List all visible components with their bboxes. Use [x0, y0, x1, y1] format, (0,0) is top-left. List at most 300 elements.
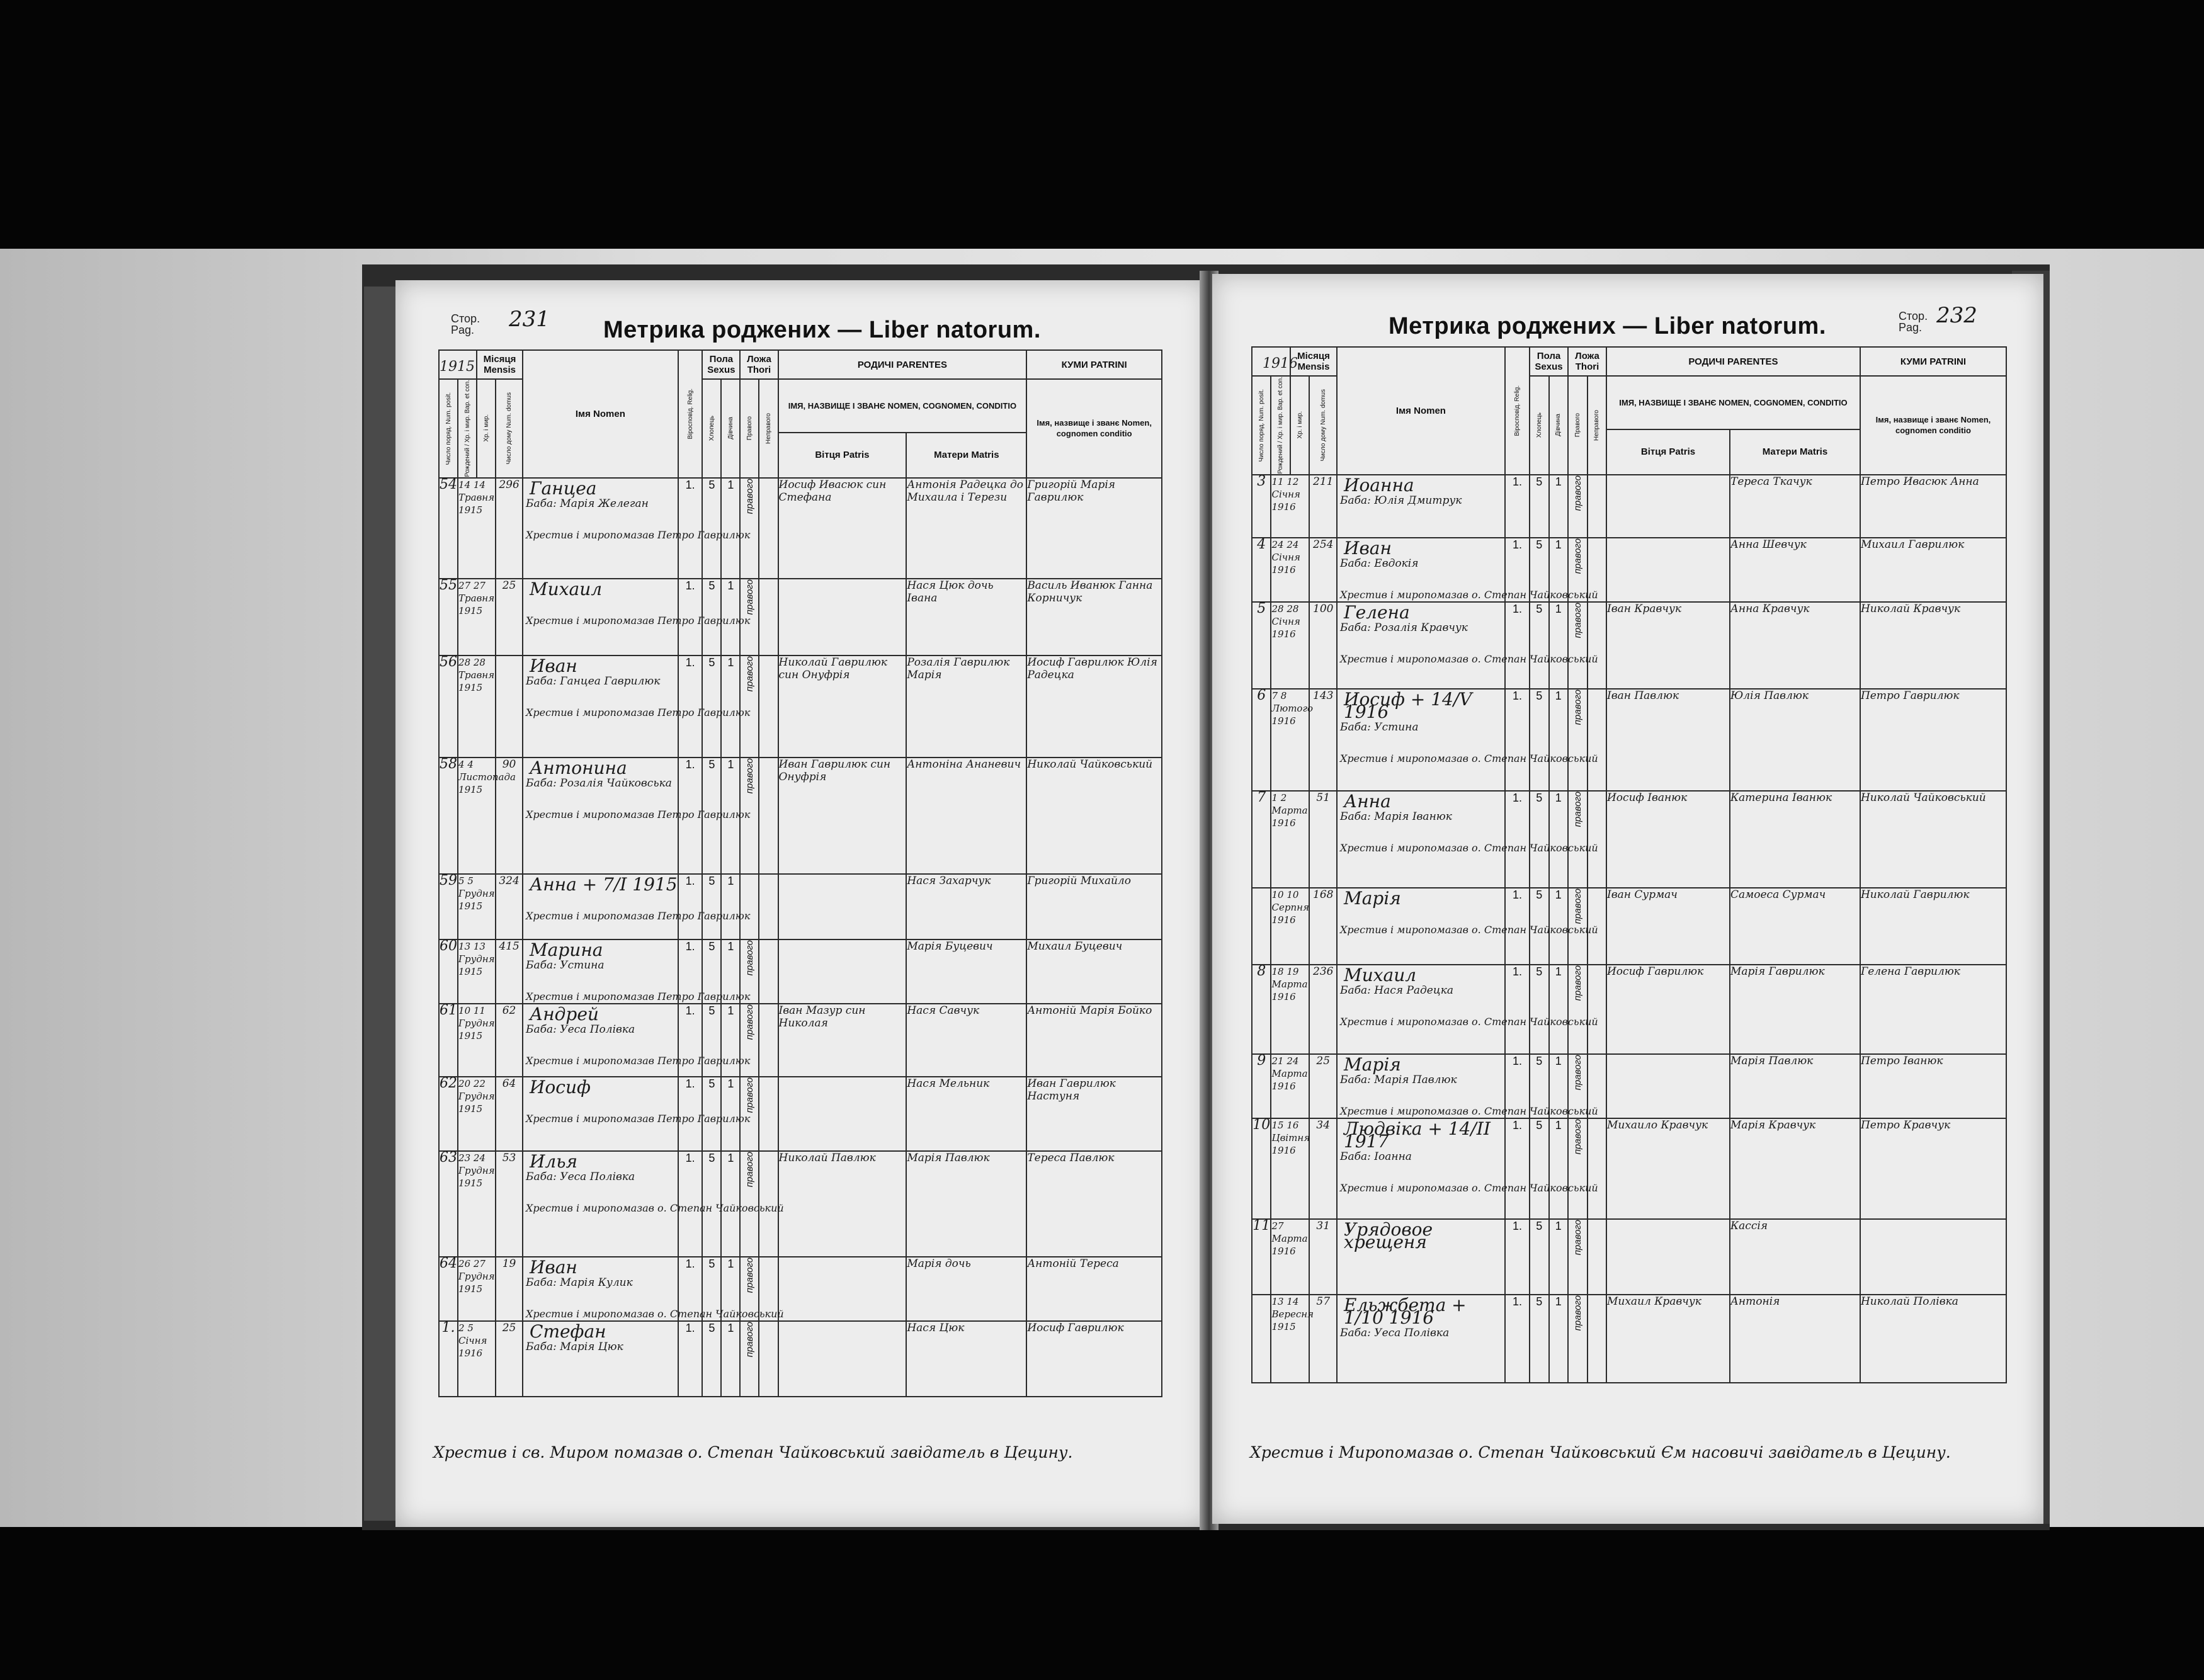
year: 1915: [440, 359, 475, 375]
entry-number: 64: [439, 1257, 458, 1321]
midwife: Баба: Нася Радецка: [1340, 984, 1454, 997]
mother-name: Марія Павлюк: [906, 1151, 1026, 1257]
birth-date: 20 22 Грудня 1915: [458, 1077, 496, 1151]
godparents-name: Иосиф Гаврилюк Юлія Радецка: [1026, 656, 1162, 758]
entry-number: [1252, 1295, 1271, 1383]
baptism-note: Хрестив і миропомазав Петро Гаврилюк: [526, 909, 751, 922]
legit-cell: [740, 478, 759, 579]
midwife: Баба: Іоанна: [1340, 1150, 1412, 1163]
legitimacy: правого: [744, 1077, 755, 1113]
tick-mark: 1: [721, 1321, 740, 1397]
tick-mark: 1.: [678, 1151, 703, 1257]
godparents-header: КУМИ PATRINI: [1026, 350, 1162, 379]
house-number: 90: [496, 758, 523, 874]
midwife: Баба: Евдокія: [1340, 557, 1419, 570]
page-number: 231: [509, 307, 550, 332]
illegit-cell: [759, 939, 778, 1004]
child-name-cell: [1337, 1295, 1505, 1383]
child-name: Стефан: [530, 1320, 606, 1342]
register-row: [439, 939, 1162, 1004]
tick-mark: 1.: [678, 1004, 703, 1077]
religion-header: Віросповід. Relig.: [686, 389, 694, 440]
legit-cell: [740, 874, 759, 939]
godparents-name: Михаил Буцевич: [1026, 939, 1162, 1004]
birth-date: 10 10 Серпня 1916: [1271, 888, 1309, 965]
mother-name: Марія Кравчук: [1730, 1118, 1860, 1219]
legitimacy: правого: [744, 939, 755, 975]
midwife: Баба: Марія Цюк: [526, 1340, 623, 1353]
house-number: 25: [1309, 1054, 1337, 1118]
baptized-header: Хр. і мир.: [482, 414, 490, 443]
birth-date: 10 11 Грудня 1915: [458, 1004, 496, 1077]
godparents-name: Антоній Тереса: [1026, 1257, 1162, 1321]
religion-header-right: Віросповід. Relig.: [1513, 385, 1521, 436]
midwife: Баба: Устина: [526, 958, 605, 972]
mother-name: Нася Савчук: [906, 1004, 1026, 1077]
tick-mark: 1: [721, 478, 740, 579]
midwife: Баба: Юлія Дмитрук: [1340, 494, 1462, 507]
legit-cell: [1568, 689, 1587, 791]
tick-mark: 5: [702, 1077, 721, 1151]
illegit-cell: [1588, 1219, 1606, 1295]
legitimacy: правого: [1572, 791, 1583, 827]
tick-mark: 5: [1530, 1118, 1548, 1219]
house-number: 25: [496, 1321, 523, 1397]
illegit-cell: [759, 579, 778, 656]
father-name: [778, 1257, 907, 1321]
father-name: Иван Гаврилюк син Онуфрія: [778, 758, 907, 874]
birth-date: 15 16 Цвітня 1916: [1271, 1118, 1309, 1219]
tick-mark: 5: [1530, 538, 1548, 602]
sex-female-header: Дівчина: [727, 417, 734, 440]
tick-mark: 5: [702, 758, 721, 874]
child-name: Анна: [1344, 790, 1391, 812]
illegit-cell: [1588, 965, 1606, 1054]
child-name: Антонина: [530, 757, 627, 778]
tick-mark: 1.: [678, 1077, 703, 1151]
godparents-sub-header-right: Імя, назвище і званє Nomen, cognomen conditio: [1860, 376, 2006, 475]
tick-mark: 1.: [1505, 965, 1530, 1054]
bed-header-right: Ложа Thori: [1568, 347, 1606, 376]
tick-mark: 1: [1549, 791, 1568, 888]
tick-mark: 5: [702, 939, 721, 1004]
father-header: Вітця Patris: [778, 433, 907, 477]
midwife: Баба: Устина: [1340, 720, 1419, 734]
tick-mark: 5: [702, 1151, 721, 1257]
entry-number: 60: [439, 939, 458, 1004]
father-name: Николай Гаврилюк син Онуфрія: [778, 656, 907, 758]
baptism-note: Хрестив і миропомазав Петро Гаврилюк: [526, 614, 751, 627]
birth-date: 11 12 Січня 1916: [1271, 475, 1309, 538]
father-name: Іван Кравчук: [1606, 602, 1730, 689]
mother-name: Розалія Гаврилюк Марія: [906, 656, 1026, 758]
mother-name: Нася Захарчук: [906, 874, 1026, 939]
register-table: [438, 349, 1162, 1397]
baptism-note: Хрестив і миропомазав о. Степан Чайковський: [1340, 923, 1598, 936]
entry-number: 63: [439, 1151, 458, 1257]
child-name: Иосиф: [530, 1076, 591, 1098]
register-row: [439, 1004, 1162, 1077]
birth-date: 21 24 Марта 1916: [1271, 1054, 1309, 1118]
godparents-name: Петро Іванюк: [1860, 1054, 2006, 1118]
tick-mark: 1.: [1505, 1219, 1530, 1295]
house-number: 53: [496, 1151, 523, 1257]
tick-mark: 1.: [1505, 1054, 1530, 1118]
midwife: Баба: Ганцеа Гаврилюк: [526, 674, 661, 688]
tick-mark: 1: [1549, 1219, 1568, 1295]
legit-cell: [1568, 602, 1587, 689]
godparents-name: Николай Полівка: [1860, 1295, 2006, 1383]
tick-mark: 1.: [678, 758, 703, 874]
tick-mark: 1: [721, 1004, 740, 1077]
entry-number: 1.: [439, 1321, 458, 1397]
entry-number: 4: [1252, 538, 1271, 602]
house-number: 143: [1309, 689, 1337, 791]
baptized-header-right: Хр. і мир.: [1296, 411, 1304, 440]
midwife: Баба: Уеса Полівка: [526, 1170, 635, 1183]
tick-mark: 5: [1530, 1295, 1548, 1383]
father-name: [778, 939, 907, 1004]
tick-mark: 5: [1530, 689, 1548, 791]
baptism-note: Хрестив і миропомазав о. Степан Чайковський: [1340, 841, 1598, 854]
tick-mark: 5: [702, 478, 721, 579]
father-name: Іван Мазур син Николая: [778, 1004, 907, 1077]
mother-name: Анна Шевчук: [1730, 538, 1860, 602]
tick-mark: 1: [721, 579, 740, 656]
tick-mark: 5: [702, 579, 721, 656]
midwife: Баба: Марія Желеган: [526, 497, 649, 510]
house-number: [496, 656, 523, 758]
legit-cell: [1568, 1219, 1587, 1295]
legit-cell: [1568, 475, 1587, 538]
legitimacy: правого: [1572, 965, 1583, 1001]
house-number: 57: [1309, 1295, 1337, 1383]
entry-number: 59: [439, 874, 458, 939]
tick-mark: 1: [1549, 965, 1568, 1054]
house-number: 64: [496, 1077, 523, 1151]
tick-mark: 5: [1530, 1054, 1548, 1118]
father-name: Іван Павлюк: [1606, 689, 1730, 791]
legit-cell: [1568, 791, 1587, 888]
child-name: Ганцеа: [530, 477, 597, 499]
father-name: [778, 874, 907, 939]
parents-header-right: РОДИЧІ PARENTES: [1606, 347, 1860, 376]
mother-name: Антонія Радецка до Михаила і Терези: [906, 478, 1026, 579]
tick-mark: 1.: [678, 579, 703, 656]
register-row: [439, 874, 1162, 939]
house-number: 236: [1309, 965, 1337, 1054]
father-header-right: Вітця Patris: [1606, 429, 1730, 474]
tick-mark: 1.: [1505, 602, 1530, 689]
legitimacy: правого: [744, 1321, 755, 1357]
entry-number: 54: [439, 478, 458, 579]
child-name: Анна + 7/I 1915: [530, 873, 678, 895]
house-number: 62: [496, 1004, 523, 1077]
entry-number: 61: [439, 1004, 458, 1077]
baptism-note: Хрестив і миропомазав Петро Гаврилюк: [526, 1112, 751, 1125]
legitimacy: правого: [1572, 1118, 1583, 1154]
tick-mark: 1: [1549, 1295, 1568, 1383]
sex-male-header-right: Хлопець: [1535, 412, 1543, 438]
tick-mark: 1: [1549, 888, 1568, 965]
father-name: [1606, 1219, 1730, 1295]
birth-date: 24 24 Січня 1916: [1271, 538, 1309, 602]
child-name: Иван: [1344, 537, 1392, 559]
child-name: Людвіка + 14/II 1917: [1344, 1118, 1491, 1152]
entry-number: 6: [1252, 689, 1271, 791]
sex-female-header-right: Дівчина: [1555, 414, 1562, 437]
child-name: Ельжбета + 1/10 1916: [1344, 1294, 1467, 1328]
tick-mark: 1: [721, 1151, 740, 1257]
illegit-cell: [759, 874, 778, 939]
baptism-note: Хрестив і миропомазав о. Степан Чайковський: [1340, 652, 1598, 665]
illegit-cell: [759, 758, 778, 874]
house-number: 324: [496, 874, 523, 939]
baptism-note: Хрестив і миропомазав о. Степан Чайковський: [1340, 1104, 1598, 1117]
mother-name: Марія дочь: [906, 1257, 1026, 1321]
illegit-header-right: Неправого: [1593, 409, 1601, 441]
legit-header: Правого: [746, 416, 753, 441]
mother-name: Антонія: [1730, 1295, 1860, 1383]
father-name: Иосиф Іванюк: [1606, 791, 1730, 888]
illegit-cell: [759, 478, 778, 579]
tick-mark: 1: [721, 656, 740, 758]
legitimacy: правого: [744, 758, 755, 793]
mother-header-right: Матери Matris: [1730, 429, 1860, 474]
father-name: [1606, 475, 1730, 538]
sex-header-right: Пола Sexus: [1530, 347, 1568, 376]
name-header: Імя Nomen: [523, 350, 678, 478]
illegit-cell: [1588, 1118, 1606, 1219]
illegit-header: Неправого: [764, 412, 772, 444]
birth-date: 4 4 Листопада 1915: [458, 758, 496, 874]
mother-name: Антоніна Ананевич: [906, 758, 1026, 874]
register-row: [1252, 791, 2006, 888]
child-name: Михаил: [530, 578, 603, 599]
tick-mark: 1.: [678, 478, 703, 579]
tick-mark: 5: [702, 874, 721, 939]
page-number-right: 232: [1936, 303, 1977, 328]
godparents-name: Гелена Гаврилюк: [1860, 965, 2006, 1054]
tick-mark: 5: [1530, 602, 1548, 689]
tick-mark: 1: [1549, 602, 1568, 689]
tick-mark: 1: [1549, 475, 1568, 538]
illegit-cell: [1588, 475, 1606, 538]
godparents-name: Николай Чайковський: [1026, 758, 1162, 874]
child-name-cell: [523, 873, 751, 939]
mother-name: Марія Павлюк: [1730, 1054, 1860, 1118]
child-name-cell: [1337, 475, 1505, 538]
baptism-note: Хрестив і миропомазав Петро Гаврилюк: [526, 706, 751, 718]
mother-name: Анна Кравчук: [1730, 602, 1860, 689]
child-name-cell: [1337, 1219, 1505, 1295]
tick-mark: 1: [721, 939, 740, 1004]
footnote: Хрестив і св. Миром помазав о. Степан Чайковський завідатель в Цецину.: [433, 1443, 1073, 1461]
godparents-name: Михаил Гаврилюк: [1860, 538, 2006, 602]
illegit-cell: [1588, 791, 1606, 888]
register-row: [439, 1151, 1162, 1257]
godparents-name: Петро Кравчук: [1860, 1118, 2006, 1219]
birth-date: 28 28 Травня 1915: [458, 656, 496, 758]
godparents-name: Григорій Марія Гаврилюк: [1026, 478, 1162, 579]
tick-mark: 1.: [678, 656, 703, 758]
mother-name: Тереса Ткачук: [1730, 475, 1860, 538]
midwife: Баба: Уеса Полівка: [526, 1023, 635, 1036]
tick-mark: 5: [1530, 965, 1548, 1054]
page-label: Стор. Pag.: [451, 312, 480, 336]
legitimacy: правого: [1572, 602, 1583, 638]
child-name: Иосиф + 14/V 1916: [1344, 688, 1472, 722]
godparents-name: [1860, 1219, 2006, 1295]
baptism-note: Хрестив і миропомазав о. Степан Чайковський: [1340, 1015, 1598, 1028]
house-number: 254: [1309, 538, 1337, 602]
child-name: Иван: [530, 1256, 577, 1278]
legitimacy: правого: [744, 1004, 755, 1040]
child-name: Урядовое хрещеня: [1344, 1218, 1433, 1252]
entry-number: 56: [439, 656, 458, 758]
baptism-note: Хрестив і миропомазав о. Степан Чайковський: [1340, 752, 1598, 764]
father-name: [778, 1077, 907, 1151]
register-row: [1252, 965, 2006, 1054]
tick-mark: 1.: [1505, 1295, 1530, 1383]
father-name: Иосиф Гаврилюк: [1606, 965, 1730, 1054]
tick-mark: 1.: [678, 874, 703, 939]
entry-number: 55: [439, 579, 458, 656]
illegit-cell: [1588, 602, 1606, 689]
birth-date: 18 19 Марта 1916: [1271, 965, 1309, 1054]
register-title-right: Метрика роджених — Liber natorum.: [1389, 313, 1826, 339]
child-name-cell: [523, 1321, 678, 1397]
born-header-right: Рождений / Хр. і мир. Вар. et con.: [1277, 377, 1285, 474]
father-name: Михаило Кравчук: [1606, 1118, 1730, 1219]
legit-cell: [740, 1321, 759, 1397]
house-number: 19: [496, 1257, 523, 1321]
parents-sub-header-right: ІМЯ, НАЗВИЩЕ І ЗВАНЄ NOMEN, COGNOMEN, CONDITIO: [1606, 376, 1860, 429]
tick-mark: 1: [1549, 689, 1568, 791]
godparents-name: Николай Чайковський: [1860, 791, 2006, 888]
tick-mark: 5: [702, 1004, 721, 1077]
legitimacy: правого: [1572, 689, 1583, 725]
house-number: 31: [1309, 1219, 1337, 1295]
father-name: [778, 1321, 907, 1397]
illegit-cell: [759, 656, 778, 758]
godparents-name: Иван Гаврилюк Настуня: [1026, 1077, 1162, 1151]
child-name: Иоанна: [1344, 474, 1414, 496]
legit-cell: [1568, 965, 1587, 1054]
legitimacy: правого: [744, 656, 755, 691]
house-number: 51: [1309, 791, 1337, 888]
child-name: Михаил: [1344, 964, 1417, 985]
year-header-right: [1252, 347, 1290, 376]
child-name: Андрей: [530, 1003, 599, 1024]
child-name: Марія: [1344, 1053, 1401, 1075]
birth-date: 7 8 Лютого 1916: [1271, 689, 1309, 791]
legitimacy: правого: [744, 1257, 755, 1293]
mother-name: Кассія: [1730, 1219, 1860, 1295]
midwife: Баба: Марія Кулик: [526, 1276, 633, 1289]
child-name: Илья: [530, 1150, 578, 1172]
godparents-name: Василь Иванюк Ганна Корничук: [1026, 579, 1162, 656]
page-label-right: Стор. Pag.: [1899, 310, 1928, 334]
tick-mark: 1: [721, 758, 740, 874]
number-header-right: Число поряд. Num. posit.: [1258, 389, 1265, 462]
mother-name: Нася Цюк: [906, 1321, 1026, 1397]
mother-name: Катерина Іванюк: [1730, 791, 1860, 888]
register-row: [1252, 1295, 2006, 1383]
birth-date: 13 14 Вересня 1915: [1271, 1295, 1309, 1383]
midwife: Баба: Уеса Полівка: [1340, 1326, 1450, 1339]
tick-mark: 1: [1549, 538, 1568, 602]
mother-name: Марія Гаврилюк: [1730, 965, 1860, 1054]
year-header: [439, 350, 477, 379]
father-name: Николай Павлюк: [778, 1151, 907, 1257]
father-name: [1606, 538, 1730, 602]
illegit-cell: [759, 1004, 778, 1077]
tick-mark: 5: [702, 1321, 721, 1397]
entry-number: 5: [1252, 602, 1271, 689]
entry-number: 7: [1252, 791, 1271, 888]
year-right: 1916: [1263, 356, 1298, 372]
baptism-note: Хрестив і миропомазав Петро Гаврилюк: [526, 528, 751, 541]
register-row: [439, 1257, 1162, 1321]
entry-number: [1252, 888, 1271, 965]
legitimacy: правого: [1572, 888, 1583, 924]
entry-number: 9: [1252, 1054, 1271, 1118]
baptism-note: Хрестив і миропомазав о. Степан Чайковський: [526, 1201, 784, 1214]
illegit-cell: [759, 1077, 778, 1151]
number-header: Число поряд. Num. posit.: [445, 392, 452, 465]
register-row: [1252, 538, 2006, 602]
house-header-right: Число дому Num. domus: [1319, 389, 1327, 462]
birth-date: 27 Марта 1916: [1271, 1219, 1309, 1295]
tick-mark: 1.: [1505, 538, 1530, 602]
house-number: 25: [496, 579, 523, 656]
house-number: 211: [1309, 475, 1337, 538]
mother-name: Нася Цюк дочь Івана: [906, 579, 1026, 656]
entry-number: 10: [1252, 1118, 1271, 1219]
sex-header: Пола Sexus: [702, 350, 740, 379]
midwife: Баба: Марія Іванюк: [1340, 810, 1452, 823]
right-page: [1212, 274, 2043, 1524]
birth-date: 1 2 Марта 1916: [1271, 791, 1309, 888]
tick-mark: 5: [1530, 475, 1548, 538]
baptism-note: Хрестив і миропомазав Петро Гаврилюк: [526, 808, 751, 820]
house-number: 168: [1309, 888, 1337, 965]
birth-date: 2 5 Січня 1916: [458, 1321, 496, 1397]
tick-mark: 1: [1549, 1054, 1568, 1118]
register-row: [1252, 689, 2006, 791]
birth-date: 27 27 Травня 1915: [458, 579, 496, 656]
godparents-name: Николай Гаврилюк: [1860, 888, 2006, 965]
godparents-header-right: КУМИ PATRINI: [1860, 347, 2006, 376]
godparents-name: Иосиф Гаврилюк: [1026, 1321, 1162, 1397]
godparents-name: Григорій Михайло: [1026, 874, 1162, 939]
godparents-name: Петро Гаврилюк: [1860, 689, 2006, 791]
baptism-note: Хрестив і миропомазав о. Степан Чайковський: [1340, 1181, 1598, 1194]
baptism-note: Хрестив і миропомазав Петро Гаврилюк: [526, 1054, 751, 1067]
midwife: Баба: Розалія Кравчук: [1340, 621, 1468, 634]
birth-date: 14 14 Травня 1915: [458, 478, 496, 579]
tick-mark: 5: [1530, 888, 1548, 965]
tick-mark: 1.: [1505, 791, 1530, 888]
tick-mark: 5: [1530, 791, 1548, 888]
legit-header-right: Правого: [1574, 413, 1581, 438]
tick-mark: 1.: [1505, 475, 1530, 538]
mother-name: Самоеса Сурмач: [1730, 888, 1860, 965]
father-name: Іван Сурмач: [1606, 888, 1730, 965]
house-number: 100: [1309, 602, 1337, 689]
godparents-name: Антоній Марія Бойко: [1026, 1004, 1162, 1077]
